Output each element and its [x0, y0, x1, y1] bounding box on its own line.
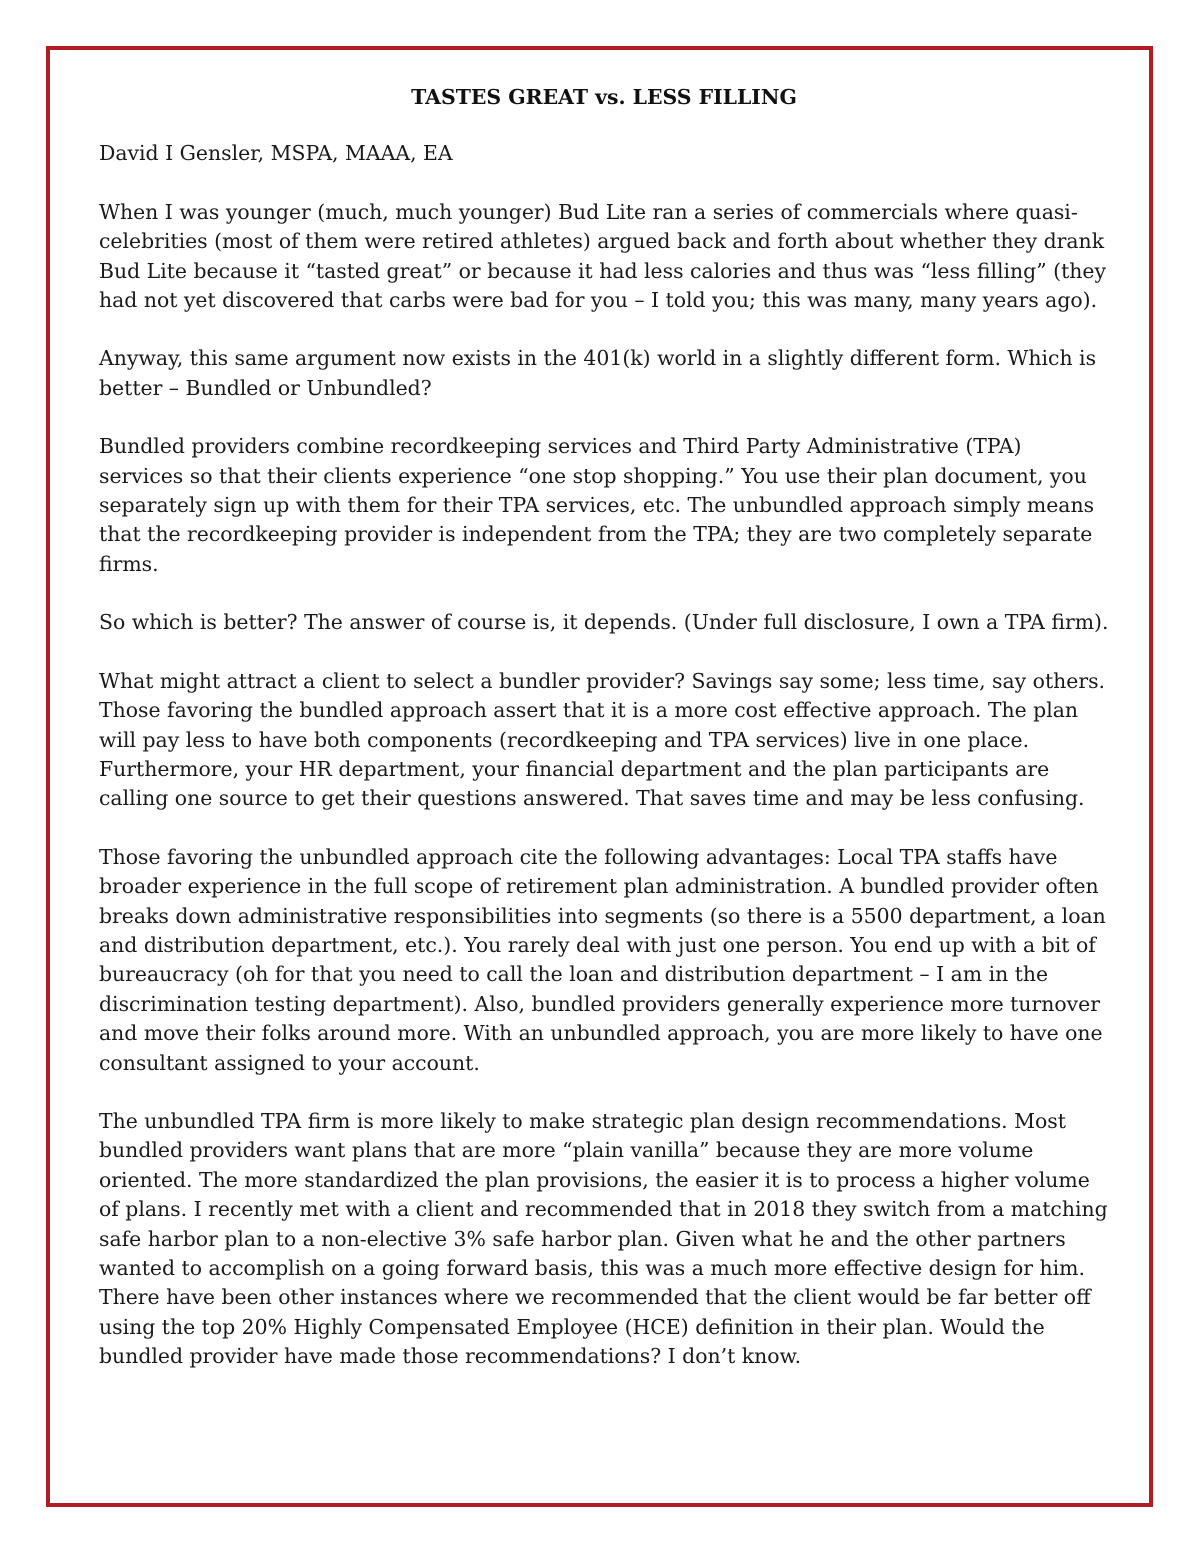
author-line: David I Gensler, MSPA, MAAA, EA	[99, 141, 453, 166]
paragraph-plan-design: The unbundled TPA firm is more likely to make strategic plan design recommendations. Most bundled providers want plans that are more “plain vanilla” because they are more volume oriented. The more standardized the plan provisions, the easier it is to process a higher volume of plans. I recently met with a client and recommended that in 2018 they switch from a matching safe harbor plan to a non-elective 3% safe harbor plan. Given what he and the other partners wanted to accomplish on a going forward basis, this was a much more effective design for him. There have been other instances where we recommended that the client would be far better off using the top 20% Highly Compensated Employee (HCE) definition in their plan. Would the bundled provider have made those recommendations? I don’t know.	[99, 1108, 1108, 1369]
paragraph-unbundled-advantages: Those favoring the unbundled approach cite the following advantages: Local TPA staffs have broader experience in the full scope of retirement plan administration. A bundled provider often breaks down administrative responsibilities into segments (so there is a 5500 department, a loan and distribution department, etc.). You rarely deal with just one person. You end up with a bit of bureaucracy (oh for that you need to call the loan and distribution department – I am in the discrimination testing department). Also, bundled providers generally experience more turnover and move their folks around more. With an unbundled approach, you are more likely to have one consultant assigned to your account.	[99, 844, 1106, 1075]
article	[99, 83, 1109, 1401]
paragraph-question: Anyway, this same argument now exists in the 401(k) world in a slightly different form. Which is better – Bundled or Unbundled?	[99, 346, 1097, 400]
paragraph-which-is-better: So which is better? The answer of course is, it depends. (Under full disclosure, I own a TPA firm).	[99, 610, 1109, 635]
article-title: TASTES GREAT vs. LESS FILLING	[411, 85, 797, 109]
paragraph-intro: When I was younger (much, much younger) Bud Lite ran a series of commercials where quasi-celebrities (most of them were retired athletes) argued back and forth about whether they drank Bud Lite because it “tasted great” or because it had less calories and thus was “less filling” (they had not yet discovered that carbs were bad for you – I told you; this was many, many years ago).	[99, 199, 1107, 313]
paragraph-bundled-advantages: What might attract a client to select a bundler provider? Savings say some; less time, say others. Those favoring the bundled approach assert that it is a more cost effective approach. The plan will pay less to have both components (recordkeeping and TPA services) live in one place. Furthermore, your HR department, your financial department and the plan participants are calling one source to get their questions answered. That saves time and may be less confusing.	[99, 668, 1106, 811]
paragraph-bundled-definition: Bundled providers combine recordkeeping services and Third Party Administrative (TPA) services so that their clients experience “one stop shopping.” You use their plan document, you separately sign up with them for their TPA services, etc. The unbundled approach simply means that the recordkeeping provider is independent from the TPA; they are two completely separate firms.	[99, 434, 1095, 576]
